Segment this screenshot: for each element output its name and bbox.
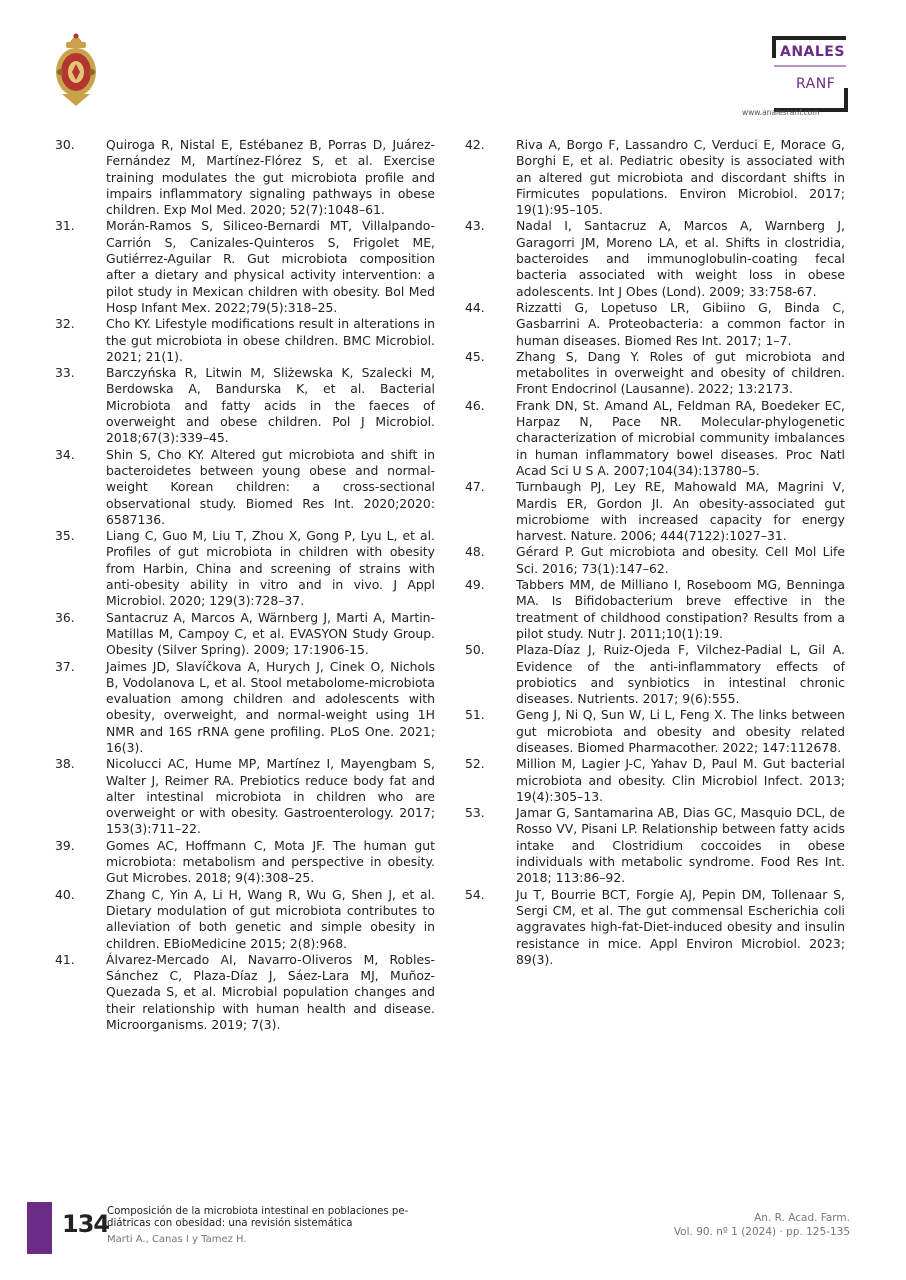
reference-number: 30. (55, 137, 75, 152)
reference-number: 33. (55, 365, 75, 381)
footer-article-title: Composición de la microbiota intestinal en poblaciones pe-diátricas con obesidad: una revisión sistemática (107, 1206, 409, 1230)
anales-ranf-logo (740, 36, 852, 120)
reference-text: Morán-Ramos S, Siliceo-Bernardi MT, Villalpando-Carrión S, Canizales-Quinteros S, Frigolet ME, Gutiérrez-Aguilar R. Gut microbiota composition after a dietary and physical activity intervention: a pilot study in Mexican children with obesity. Bol Med Hosp Infant Mex. 2022;79(5):318–25. (106, 218, 435, 315)
reference-text: Zhang C, Yin A, Li H, Wang R, Wu G, Shen J, et al. Dietary modulation of gut microbiota contributes to alleviation of both genetic and simple obesity in children. EBioMedicine 2015; 2(8):968. (106, 886, 435, 951)
reference-item (55, 528, 435, 609)
reference-item (465, 756, 845, 805)
reference-text: Ju T, Bourrie BCT, Forgie AJ, Pepin DM, Tollenaar S, Sergi CM, et al. The gut commensal Escherichia coli aggravates high-fat-Diet-induced obesity and insulin resistance in mice. Appl Environ Microbiol. 2023; 89(3). (516, 886, 845, 967)
brand-title: ANALES (780, 44, 845, 60)
reference-number: 41. (55, 951, 75, 967)
reference-number: 34. (55, 446, 75, 462)
references-column-right (465, 137, 845, 968)
reference-item (55, 316, 435, 365)
reference-text: Liang C, Guo M, Liu T, Zhou X, Gong P, Lyu L, et al. Profiles of gut microbiota in children with obesity from Harbin, China and screening of strains with anti-obesity ability in vitro and in vivo. J Appl Microbiol. 2020; 129(3):728–37. (106, 528, 435, 609)
reference-item (55, 756, 435, 837)
reference-text: Nadal I, Santacruz A, Marcos A, Warnberg J, Garagorri JM, Moreno LA, et al. Shifts in clostridia, bacteroides and immunoglobulin-coating fecal bacteria associated with weight loss in obese adolescents. Int J Obes (Lond). 2009; 33:758-67. (516, 218, 845, 299)
reference-item (465, 707, 845, 756)
reference-text: Álvarez-Mercado AI, Navarro-Oliveros M, Robles-Sánchez C, Plaza-Díaz J, Sáez-Lara MJ, Muñoz-Quezada S, et al. Microbial population changes and their relationship with human health and disease. Microorganisms. 2019; 7(3). (106, 951, 435, 1033)
reference-item (465, 349, 845, 398)
reference-number: 47. (465, 479, 485, 495)
reference-text: Gérard P. Gut microbiota and obesity. Cell Mol Life Sci. 2016; 73(1):147–62. (516, 544, 845, 576)
reference-item (465, 544, 845, 577)
footer-authors: Marti A., Canas I y Tamez H. (107, 1234, 247, 1245)
reference-item (465, 479, 845, 544)
reference-text: Rizzatti G, Lopetuso LR, Gibiino G, Binda C, Gasbarrini A. Proteobacteria: a common factor in human diseases. Biomed Res Int. 2017; 1–7. (516, 299, 845, 348)
reference-number: 36. (55, 609, 75, 625)
reference-text: Tabbers MM, de Milliano I, Roseboom MG, Benninga MA. Is Bifidobacterium breve effective in the treatment of childhood constipation? Results from a pilot study. Nutr J. 2011;10(1):19. (516, 577, 845, 641)
reference-item (55, 365, 435, 446)
reference-number: 39. (55, 837, 75, 853)
reference-number: 42. (465, 137, 485, 152)
reference-number: 43. (465, 218, 485, 234)
reference-number: 51. (465, 707, 485, 723)
reference-item (465, 218, 845, 299)
footer-accent-bar (27, 1202, 52, 1254)
reference-number: 54. (465, 886, 485, 902)
reference-number: 50. (465, 642, 485, 658)
reference-item (465, 805, 845, 886)
reference-item (465, 577, 845, 642)
reference-text: Jaimes JD, Slavíčkova A, Hurych J, Cinek O, Nichols B, Vodolanova L, et al. Stool metabolome-microbiota evaluation among children and adolescents with obesity, overweight, and normal-weight using 1H NMR and 16S rRNA gene profiling. PLoS One. 2021; 16(3). (106, 658, 435, 755)
reference-item (55, 659, 435, 757)
reference-item (465, 398, 845, 479)
academy-crest-logo (52, 32, 100, 108)
reference-number: 37. (55, 658, 75, 674)
references-column-left (55, 137, 435, 1033)
reference-text: Geng J, Ni Q, Sun W, Li L, Feng X. The links between gut microbiota and obesity and obesity related diseases. Biomed Pharmacother. 2022; 147:112678. (516, 707, 845, 755)
reference-number: 53. (465, 805, 485, 821)
reference-text: Nicolucci AC, Hume MP, Martínez I, Mayengbam S, Walter J, Reimer RA. Prebiotics reduce body fat and alter intestinal microbiota in children who are overweight or with obesity. Gastroenterology. 2017; 153(3):711–22. (106, 756, 435, 837)
reference-text: Gomes AC, Hoffmann C, Mota JF. The human gut microbiota: metabolism and perspective in obesity. Gut Microbes. 2018; 9(4):308–25. (106, 837, 435, 886)
reference-number: 40. (55, 886, 75, 902)
reference-number: 49. (465, 577, 485, 593)
reference-text: Shin S, Cho KY. Altered gut microbiota and shift in bacteroidetes between young obese and normal-weight Korean children: a cross-sectional observational study. Biomed Res Int. 2020;2020: 6587136. (106, 446, 435, 527)
footer-volume-info: Vol. 90. nº 1 (2024) · pp. 125-135 (673, 1226, 850, 1238)
reference-text: Santacruz A, Marcos A, Wärnberg J, Marti A, Martin-Matillas M, Campoy C, et al. EVASYON Study Group. Obesity (Silver Spring). 2009; 17:1906-15. (106, 609, 435, 658)
brand-subtitle: RANF (796, 76, 836, 92)
reference-number: 31. (55, 218, 75, 234)
reference-number: 32. (55, 316, 75, 332)
reference-text: Cho KY. Lifestyle modifications result in alterations in the gut microbiota in obese children. BMC Microbiol. 2021; 21(1). (106, 316, 435, 364)
brand-url-link[interactable]: www.analesranf.com (742, 108, 820, 117)
reference-number: 52. (465, 756, 485, 772)
reference-item (55, 838, 435, 887)
reference-item (465, 137, 845, 218)
reference-text: Million M, Lagier J-C, Yahav D, Paul M. Gut bacterial microbiota and obesity. Clin Microbiol Infect. 2013; 19(4):305–13. (516, 756, 845, 804)
reference-number: 48. (465, 544, 485, 560)
reference-item (55, 610, 435, 659)
page-number: 134 (62, 1210, 110, 1238)
reference-item (465, 887, 845, 968)
footer-journal-name: An. R. Acad. Farm. (754, 1212, 850, 1224)
reference-item (55, 952, 435, 1033)
reference-item (55, 447, 435, 528)
reference-text: Turnbaugh PJ, Ley RE, Mahowald MA, Magrini V, Mardis ER, Gordon JI. An obesity-associated gut microbiome with increased capacity for energy harvest. Nature. 2006; 444(7122):1027–31. (516, 479, 845, 544)
reference-number: 45. (465, 348, 485, 364)
reference-text: Jamar G, Santamarina AB, Dias GC, Masquio DCL, de Rosso VV, Pisani LP. Relationship between fatty acids intake and Clostridium coccoides in obese individuals with metabolic syndrome. Food Res Int. 2018; 113:86–92. (516, 805, 845, 886)
reference-text: Riva A, Borgo F, Lassandro C, Verduci E, Morace G, Borghi E, et al. Pediatric obesity is associated with an altered gut microbiota and discordant shifts in Firmicutes populations. Environ Microbiol. 2017; 19(1):95–105. (516, 137, 845, 218)
reference-number: 38. (55, 756, 75, 772)
reference-text: Barczyńska R, Litwin M, Sliżewska K, Szalecki M, Berdowska A, Bandurska K, et al. Bacterial Microbiota and fatty acids in the faeces of overweight and obese children. Pol J Microbiol. 2018;67(3):339–45. (106, 365, 435, 446)
reference-item (55, 218, 435, 316)
reference-item (55, 137, 435, 218)
reference-number: 46. (465, 397, 485, 413)
reference-text: Zhang S, Dang Y. Roles of gut microbiota and metabolites in overweight and obesity of children. Front Endocrinol (Lausanne). 2022; 13:2173. (516, 348, 845, 397)
reference-item (465, 642, 845, 707)
reference-item (465, 300, 845, 349)
reference-text: Plaza-Díaz J, Ruiz-Ojeda F, Vilchez-Padial L, Gil A. Evidence of the anti-inflammatory effects of probiotics and synbiotics in intestinal chronic diseases. Nutrients. 2017; 9(6):555. (516, 642, 845, 707)
reference-text: Quiroga R, Nistal E, Estébanez B, Porras D, Juárez-Fernández M, Martínez-Flórez S, et al. Exercise training modulates the gut microbiota profile and impairs inflammatory signaling pathways in obese children. Exp Mol Med. 2020; 52(7):1048–61. (106, 137, 435, 218)
reference-text: Frank DN, St. Amand AL, Feldman RA, Boedeker EC, Harpaz N, Pace NR. Molecular-phylogenetic characterization of microbial community imbalances in human inflammatory bowel diseases. Proc Natl Acad Sci U S A. 2007;104(34):13780–5. (516, 397, 845, 478)
reference-number: 44. (465, 299, 485, 315)
reference-number: 35. (55, 528, 75, 544)
reference-item (55, 887, 435, 952)
